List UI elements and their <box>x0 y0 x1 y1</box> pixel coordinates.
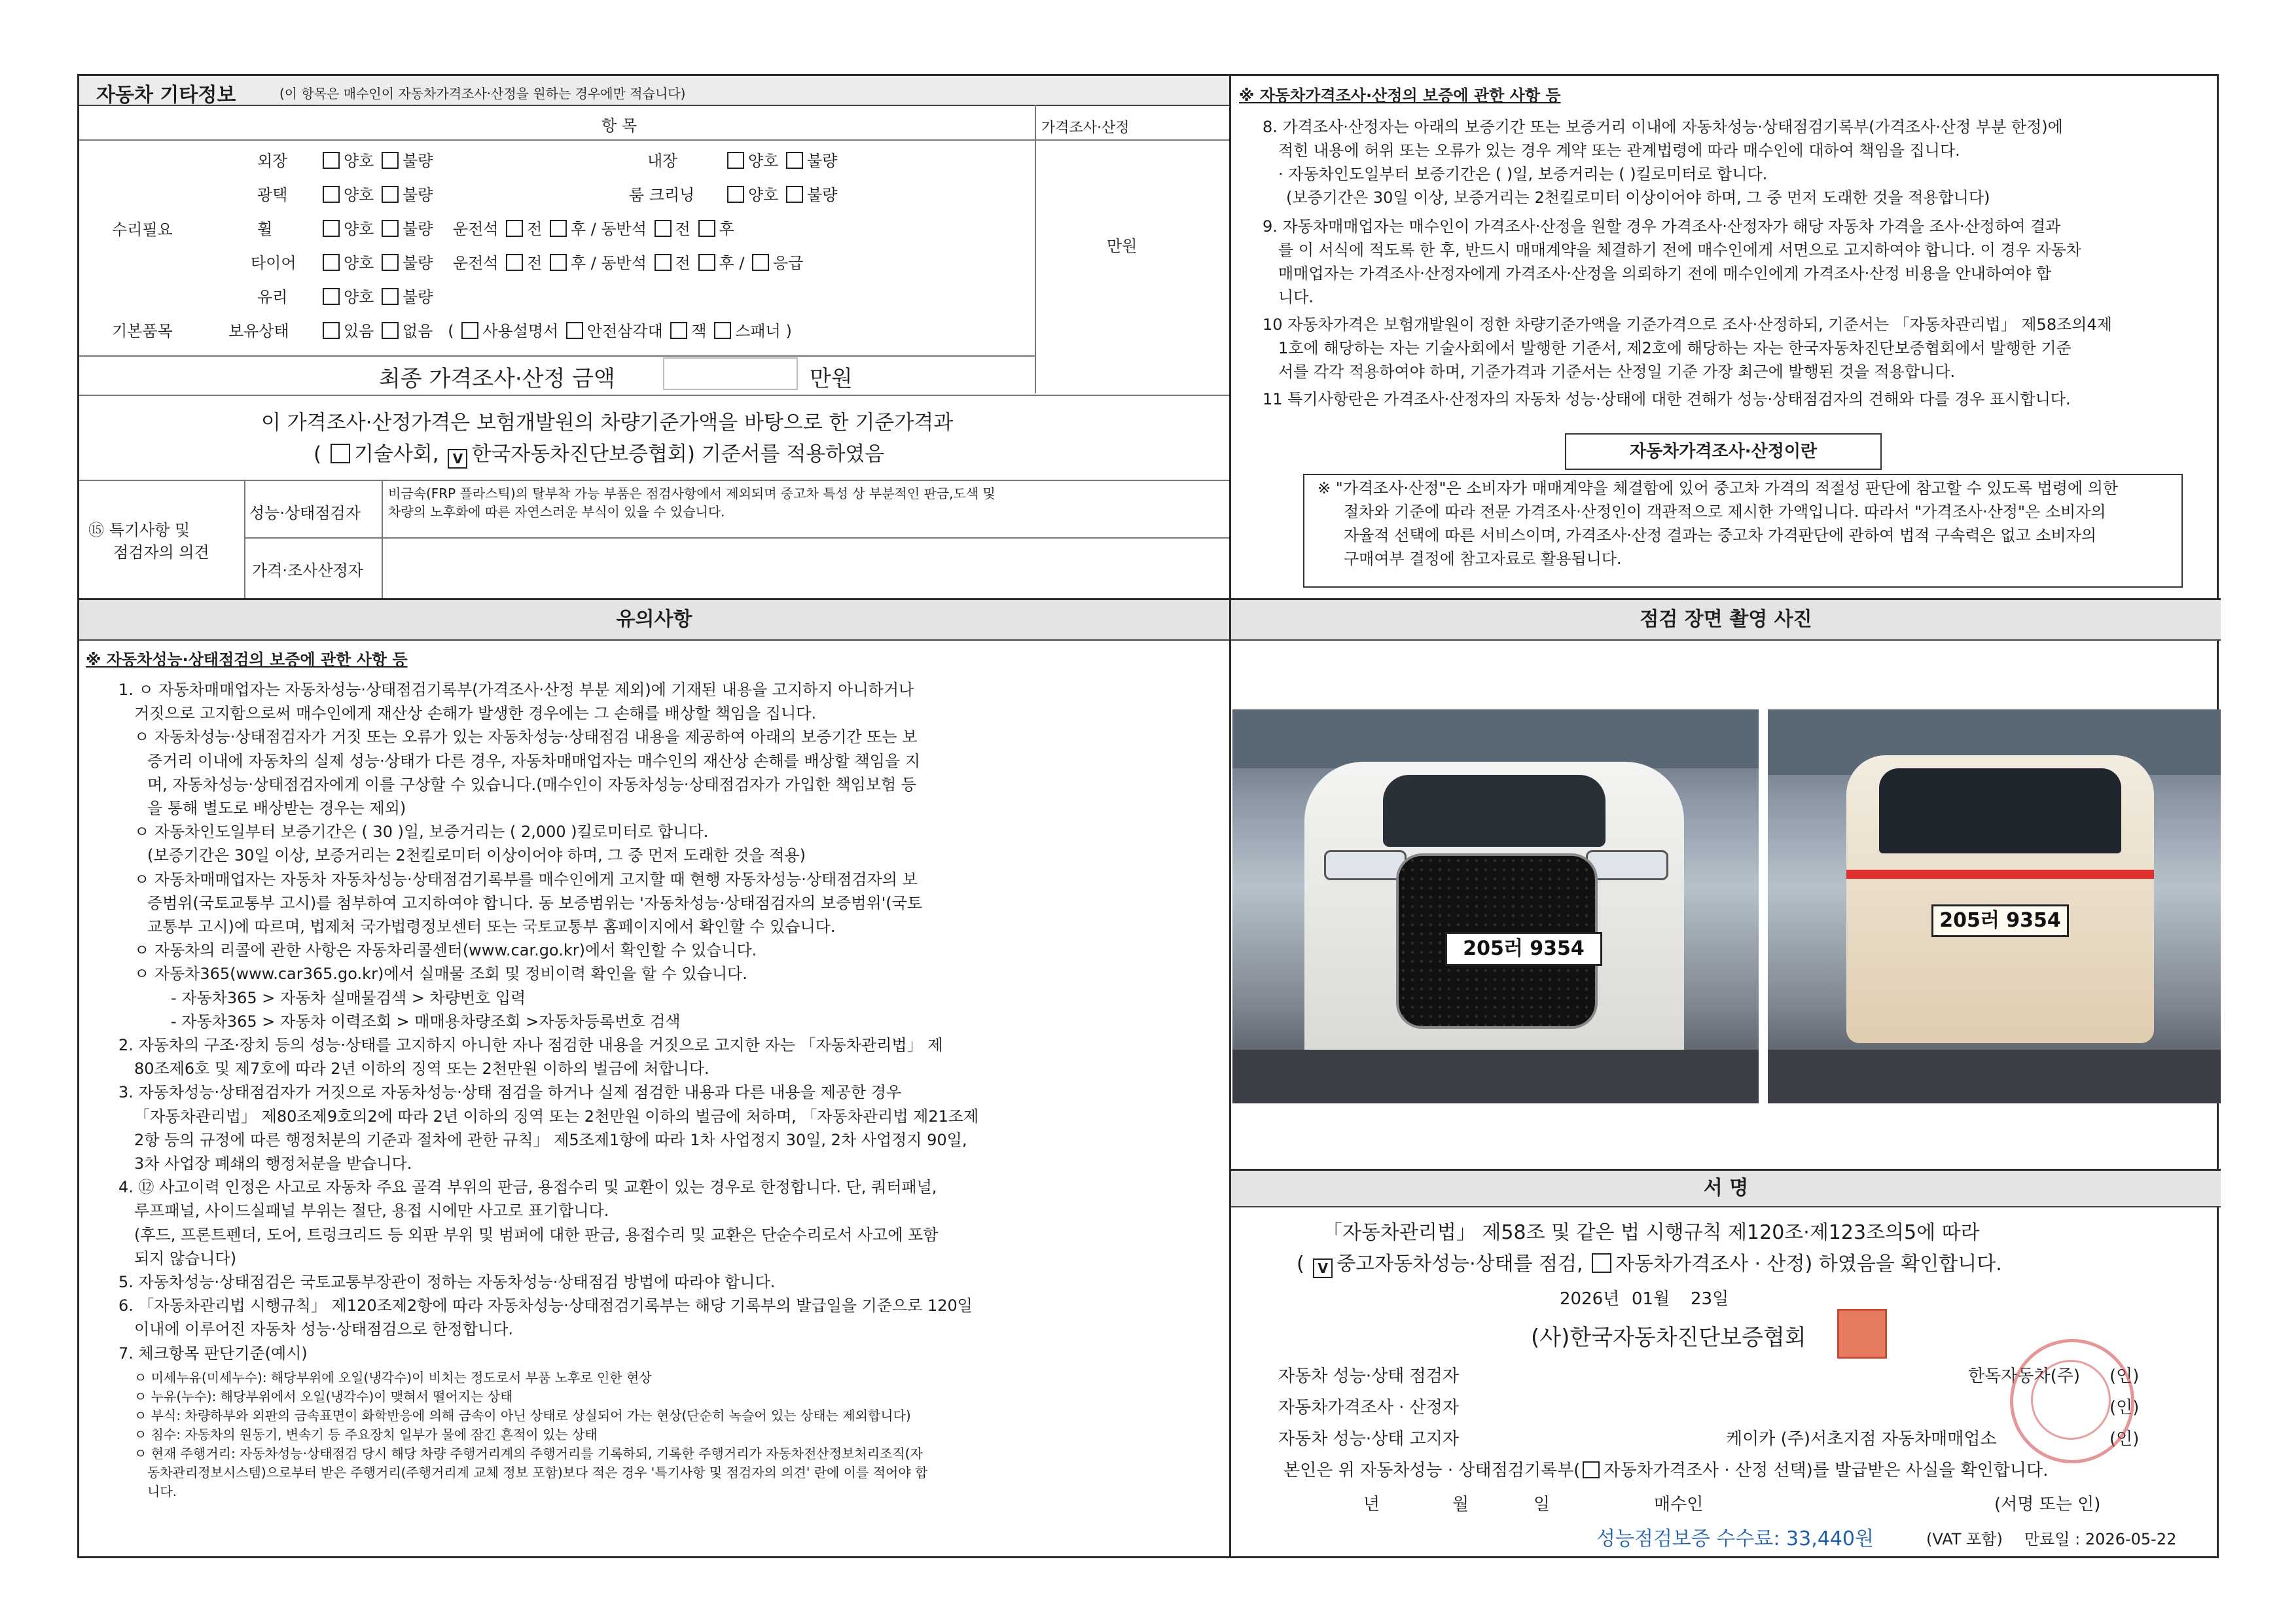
glass-bad-checkbox[interactable] <box>382 288 399 305</box>
exterior-bad-checkbox[interactable] <box>382 152 399 169</box>
special-label-1: ⑮ 특기사항 및 <box>88 521 190 539</box>
expiry-date: 만료일 : 2026-05-22 <box>2024 1530 2177 1548</box>
notice-line: ㅇ 자동차의 리콜에 관한 사항은 자동차리콜센터(www.car.go.kr)에서 확인할 수 있습니다. <box>134 941 757 960</box>
inspector-note-1: 비금속(FRP 플라스틱)의 탈부착 가능 부품은 점검사항에서 제외되며 중고차 특성 상 부분적인 판금,도색 및 <box>388 486 996 501</box>
fee-label: 성능점검보증 수수료: <box>1596 1527 1780 1550</box>
grid-line <box>1035 105 1036 393</box>
photo-header: 점검 장면 촬영 사진 <box>1231 600 2221 641</box>
tire-options: 양호 불량 운전석 전 후 / 동반석 전 후 / 응급 <box>320 250 803 273</box>
notifier-seal-mark: (인) <box>2109 1429 2140 1449</box>
association-checkbox[interactable]: V <box>448 449 467 469</box>
price-appraisal-checkbox[interactable] <box>1592 1253 1611 1273</box>
item11: 11 특기사항란은 가격조사·산정자의 자동차 성능·상태에 대한 견해가 성능·상태점검자의 견해와 다를 경우 표시합니다. <box>1263 390 2071 408</box>
notice-line: - 자동차365 > 자동차 실매물검색 > 차량번호 입력 <box>171 988 526 1007</box>
appraiser-label: 가격·조사산정자 <box>252 562 363 580</box>
notice-line: 되지 않습니다) <box>134 1249 237 1268</box>
tire-good-checkbox[interactable] <box>323 254 340 271</box>
wheel-driver-rear-checkbox[interactable] <box>550 220 567 237</box>
tire-driver-front-checkbox[interactable] <box>506 254 523 271</box>
gloss-good-checkbox[interactable] <box>323 186 340 203</box>
notice-line: 5. 자동차성능·상태점검은 국토교통부장관이 정하는 자동차성능·상태점검 방법에 따라야 합니다. <box>118 1273 776 1291</box>
criteria-line: ㅇ 미세누유(미세누수): 해당부위에 오일(냉각수)이 비치는 정도로서 부품 노후로 인한 현상 <box>134 1369 652 1385</box>
wheel-passenger-rear-checkbox[interactable] <box>698 220 715 237</box>
wheel-good-checkbox[interactable] <box>323 220 340 237</box>
appraiser-seal-mark: (인) <box>2109 1398 2140 1418</box>
notice-line: (보증기간은 30일 이상, 보증거리는 2천킬로미터 이상이어야 하며, 그 중 먼저 도래한 것을 적용) <box>147 846 806 865</box>
criteria-line: 니다. <box>147 1483 177 1499</box>
windshield <box>1383 775 1605 847</box>
repair-group-label: 수리필요 <box>112 221 173 239</box>
glass-label: 유리 <box>257 288 288 306</box>
center-divider <box>1229 76 1231 1556</box>
criteria-line: ㅇ 부식: 차량하부와 외판의 금속표면이 화학반응에 의해 금속이 아닌 상태로 상실되어 가는 현상(단순히 녹슬어 있는 상태는 제외합니다) <box>134 1407 911 1423</box>
criteria-line: 동차관리정보시스템)으로부터 받은 주행거리(주행거리계 교체 정보 포함)보다 적은 경우 '특기사항 및 점검자의 의견' 란에 이를 적어야 합 <box>147 1464 928 1480</box>
item9-line3: 매매업자는 가격조사·산정자에게 가격조사·산정을 의뢰하기 전에 매수인에게 가격조사·산정 비용을 안내하여야 합 <box>1278 264 2052 283</box>
right-title: ※ 자동차가격조사·산정의 보증에 관한 사항 등 <box>1239 86 1561 105</box>
gloss-label: 광택 <box>257 186 288 204</box>
basis-line1: 이 가격조사·산정가격은 보험개발원의 차량기준가액을 바탕으로 한 기준가격과 <box>261 411 954 435</box>
basic-group-label: 기본품목 <box>112 322 173 340</box>
notice-line: 증범위(국토교통부 고시)를 첨부하여 고지하여야 합니다. 동 보증범위는 '자동차성능·상태점검자의 보증범위'(국토 <box>147 893 923 912</box>
grid-line <box>79 355 1035 357</box>
definition-line1: ※ "가격조사·산정"은 소비자가 매매계약을 체결함에 있어 중고차 가격의 적절성 판단에 참고할 수 있도록 법령에 의한 <box>1318 479 2119 497</box>
grid-line <box>79 395 1229 396</box>
tech-society-checkbox[interactable] <box>331 444 350 463</box>
issue-day: 23일 <box>1691 1289 1729 1309</box>
notice-line: 3차 사업장 폐쇄의 행정처분을 받습니다. <box>134 1154 412 1173</box>
interior-good-checkbox[interactable] <box>727 152 744 169</box>
notice-header: 유의사항 <box>79 600 1229 641</box>
item9-line1: 9. 자동차매매업자는 매수인이 가격조사·산정을 원할 경우 가격조사·산정자가 해당 자동차 가격을 조사·산정하여 결과 <box>1263 217 2061 236</box>
criteria-line: ㅇ 현재 주행거리: 자동차성능·상태점검 당시 해당 차량 주행거리계의 주행거리를 기록하되, 기록한 주행거리가 자동차전산정보처리조직(자 <box>134 1445 923 1461</box>
room-cleaning-bad-checkbox[interactable] <box>786 186 803 203</box>
owned-label: 보유상태 <box>228 322 289 340</box>
item8-line3: · 자동차인도일부터 보증기간은 ( )일, 보증거리는 ( )킬로미터로 합니다. <box>1278 165 1768 183</box>
triangle-checkbox[interactable] <box>566 322 583 339</box>
buyer-confirm-line: 본인은 위 자동차성능 · 상태점검기록부( 자동차가격조사 · 산정 선택)를 발급받은 사실을 확인합니다. <box>1283 1461 2049 1480</box>
notice-line: 「자동차관리법」 제80조제9호의2에 따라 2년 이하의 징역 또는 2천만원 이하의 벌금에 처하며, 「자동차관리법 제21조제 <box>134 1107 979 1126</box>
notice-line: 거짓으로 고지함으로써 매수인에게 재산상 손해가 발생한 경우에는 그 손해를 배상할 책임을 집니다. <box>134 704 817 723</box>
room-cleaning-options: 양호 불량 <box>725 182 837 205</box>
buyer-month-label: 월 <box>1452 1495 1469 1514</box>
notice-line: 6. 「자동차관리법 시행규칙」 제120조제2항에 따라 자동차성능·상태점검기록부는 해당 기록부의 발급일을 기준으로 120일 <box>118 1296 973 1315</box>
grid-line <box>244 537 1229 539</box>
grid-line <box>382 480 383 598</box>
notice-line: - 자동차365 > 자동차 이력조회 > 매매용차량조회 >자동차등록번호 검색 <box>171 1012 681 1031</box>
basis-line2: ( 기술사회, V 한국자동차진단보증협회) 기준서를 적용하였음 <box>314 437 884 469</box>
owned-options: 있음 없음 ( 사용설명서 안전삼각대 잭 스패너 ) <box>320 318 792 341</box>
issue-year: 2026년 <box>1560 1289 1620 1309</box>
notice-line: 7. 체크항목 판단기준(예시) <box>118 1344 308 1363</box>
rear-light-bar <box>1846 870 2154 879</box>
fee-value: 33,440원 <box>1786 1527 1874 1550</box>
definition-line2: 절차와 기준에 따라 전문 가격조사·산정인이 객관적으로 제시한 가액입니다. 따라서 "가격조사·산정"은 소비자의 <box>1344 503 2106 521</box>
front-photo <box>1232 709 1759 1103</box>
item10-line3: 서를 각각 적용하여야 하며, 기준가격과 기준서는 산정일 기준 가장 최근에 발행된 것을 적용합니다. <box>1278 363 1956 381</box>
owned-yes-checkbox[interactable] <box>323 322 340 339</box>
wheel-options: 양호 불량 운전석 전 후 / 동반석 전 후 <box>320 216 734 239</box>
price-column-header: 가격조사·산정 <box>1041 120 1130 136</box>
tire-label: 타이어 <box>251 254 296 272</box>
inspector-label: 성능·상태점검자 <box>249 504 361 522</box>
gloss-options: 양호 불량 <box>320 182 433 205</box>
item-column-header: 항 목 <box>601 116 637 135</box>
room-cleaning-good-checkbox[interactable] <box>727 186 744 203</box>
spanner-checkbox[interactable] <box>714 322 731 339</box>
signature-confirm-line: ( V 중고자동차성능·상태를 점검, 자동차가격조사 · 산정) 하였음을 확인합니다. <box>1297 1247 2002 1278</box>
notice-line: 교통부 고시)에 따르며, 법제처 국가법령정보센터 또는 국토교통부 홈페이지에서 확인할 수 있습니다. <box>147 918 836 936</box>
notice-line: 루프패널, 사이드실패널 부위는 절단, 용접 시에만 사고로 표기합니다. <box>134 1202 609 1221</box>
definition-line3: 자율적 선택에 따른 서비스이며, 가격조사·산정 결과는 중고차 가격판단에 관하여 법적 구속력은 없고 소비자의 <box>1344 526 2097 544</box>
notice-line: 3. 자동차성능·상태점검자가 거짓으로 자동차성능·상태 점검을 하거나 실제 점검한 내용과 다른 내용을 제공한 경우 <box>118 1083 902 1102</box>
notice-line: 이내에 이루어진 자동차 성능·상태점검으로 한정합니다. <box>134 1320 514 1339</box>
notice-line: ㅇ 자동차365(www.car365.go.kr)에서 실매물 조회 및 정비이력 확인을 할 수 있습니다. <box>134 965 747 984</box>
buyer-price-checkbox[interactable] <box>1583 1461 1600 1478</box>
wheel-passenger-front-checkbox[interactable] <box>655 220 672 237</box>
manual-checkbox[interactable] <box>461 322 478 339</box>
grid-line <box>79 139 1229 141</box>
criteria-line: ㅇ 누유(누수): 해당부위에서 오일(냉각수)이 맺혀서 떨어지는 상태 <box>134 1388 513 1404</box>
role-appraiser: 자동차가격조사 · 산정자 <box>1278 1398 1459 1418</box>
buyer-day-label: 일 <box>1534 1495 1551 1514</box>
buyer-signature-hint: (서명 또는 인) <box>1994 1495 2101 1514</box>
item10-line2: 1호에 해당하는 자는 기술사회에서 발행한 기준서, 제2호에 해당하는 자는 한국자동차진단보증협회에서 발행한 기준 <box>1278 339 2072 357</box>
final-price-unit: 만원 <box>810 366 853 392</box>
headlight-left <box>1324 850 1407 880</box>
glass-options: 양호 불량 <box>320 284 433 307</box>
inspector-note-2: 차량의 노후화에 따른 자연스러운 부식이 있을 수 있습니다. <box>388 504 725 520</box>
role-notifier: 자동차 성능·상태 고지자 <box>1278 1429 1459 1449</box>
rear-window <box>1879 768 2121 853</box>
interior-label: 내장 <box>647 152 678 170</box>
definition-line4: 구매여부 결정에 참고자료로 활용됩니다. <box>1344 550 1622 568</box>
final-price-input[interactable] <box>663 357 798 390</box>
interior-bad-checkbox[interactable] <box>786 152 803 169</box>
item9-line4: 니다. <box>1278 288 1314 306</box>
tire-passenger-front-checkbox[interactable] <box>655 254 672 271</box>
notice-line: 을 통해 별도로 배상받는 경우는 제외) <box>147 799 406 817</box>
vat-note: (VAT 포함) <box>1926 1530 2003 1548</box>
item8-line1: 8. 가격조사·산정자는 아래의 보증기간 또는 보증거리 이내에 자동차성능·상태점검기록부(가격조사·산정 부분 한정)에 <box>1263 118 2063 136</box>
notice-line: 1. ㅇ 자동차매매업자는 자동차성능·상태점검기록부(가격조사·산정 부분 제외)에 기재된 내용을 고지하지 아니하거나 <box>118 681 914 699</box>
headlight-right <box>1586 850 1668 880</box>
appraisal-definition-title: 자동차가격조사·산정이란 <box>1565 433 1882 470</box>
tire-driver-rear-checkbox[interactable] <box>550 254 567 271</box>
role-inspector: 자동차 성능·상태 점검자 <box>1278 1366 1459 1386</box>
other-info-title: 자동차 기타정보 <box>96 84 236 107</box>
wheel-driver-front-checkbox[interactable] <box>506 220 523 237</box>
tire-passenger-rear-checkbox[interactable] <box>698 254 715 271</box>
notice-line: 며, 자동차성능·상태점검자에게 이를 구상할 수 있습니다.(매수인이 자동차성능·상태점검자가 가입한 책임보험 등 <box>147 775 916 794</box>
notice-line: (후드, 프론트펜더, 도어, 트렁크리드 등 외판 부위 및 범퍼에 대한 판금, 용접수리 및 교환은 단순수리로서 사고에 포함 <box>134 1225 939 1244</box>
buyer-year-label: 년 <box>1363 1495 1380 1514</box>
inspector-signer: 한독자동차(주) <box>1968 1366 2080 1386</box>
owned-no-checkbox[interactable] <box>382 322 399 339</box>
garage-ceiling <box>1232 709 1759 768</box>
tire-emergency-checkbox[interactable] <box>752 254 769 271</box>
special-label-2: 점검자의 의견 <box>113 543 209 562</box>
item9-line2: 를 이 서식에 적도록 한 후, 반드시 매매계약을 체결하기 전에 매수인에게 서면으로 고지하여야 합니다. 이 경우 자동차 <box>1278 241 2081 259</box>
fee-line <box>1596 1522 1874 1551</box>
tire-bad-checkbox[interactable] <box>382 254 399 271</box>
wheel-bad-checkbox[interactable] <box>382 220 399 237</box>
notifier-signer: 케이카 (주)서초지점 자동차매매업소 <box>1726 1429 1997 1449</box>
notice-line: 증거리 이내에 자동차의 실제 성능·상태가 다른 경우, 자동차매매업자는 매수인의 재산상 손해를 배상할 책임을 지 <box>147 751 920 770</box>
rear-license-plate: 205러 9354 <box>1931 904 2069 937</box>
exterior-label: 외장 <box>257 152 288 170</box>
garage-floor <box>1232 1050 1759 1103</box>
association-name: (사)한국자동차진단보증협회 <box>1531 1325 1806 1351</box>
notice-line: 2. 자동차의 구조·장치 등의 성능·상태를 고지하지 아니한 자나 점검한 내용을 거짓으로 고지한 자는 「자동차관리법」 제 <box>118 1036 943 1054</box>
signature-law-line: 「자동차관리법」 제58조 및 같은 법 시행규칙 제120조·제123조의5에 따라 <box>1323 1221 1980 1244</box>
association-seal <box>1837 1309 1887 1359</box>
notice-line: ㅇ 자동차매매업자는 자동차 자동차성능·상태점검기록부를 매수인에게 고지할 때 현행 자동차성능·상태점검자의 보 <box>134 870 918 889</box>
notice-line: 80조제6호 및 제7호에 따라 2년 이하의 징역 또는 2천만원 이하의 벌금에 처합니다. <box>134 1060 709 1079</box>
price-unit-manwon: 만원 <box>1107 237 1138 255</box>
inspector-seal-mark: (인) <box>2109 1366 2140 1386</box>
garage-floor <box>1768 1050 2221 1103</box>
item8-line2: 적힌 내용에 허위 또는 오류가 있는 경우 계약 또는 관계법령에 따라 매수인에 대하여 책임을 집니다. <box>1278 141 1960 160</box>
final-price-label: 최종 가격조사·산정 금액 <box>379 366 615 392</box>
issue-month: 01월 <box>1632 1289 1670 1309</box>
notice-line: ㅇ 자동차인도일부터 보증기간은 ( 30 )일, 보증거리는 ( 2,000 )킬로미터로 합니다. <box>134 823 709 842</box>
exterior-good-checkbox[interactable] <box>323 152 340 169</box>
buyer-label: 매수인 <box>1654 1495 1704 1514</box>
performance-check-checkbox[interactable]: V <box>1313 1258 1333 1278</box>
jack-checkbox[interactable] <box>670 322 687 339</box>
item10-line1: 10 자동차가격은 보험개발원이 정한 차량기준가액을 기준가격으로 조사·산정하되, 기준서는 「자동차관리법」 제58조의4제 <box>1263 315 2112 334</box>
glass-good-checkbox[interactable] <box>323 288 340 305</box>
room-cleaning-label: 룸 크리닝 <box>629 186 695 204</box>
grid-line <box>79 480 1229 481</box>
criteria-line: ㅇ 침수: 자동차의 원동기, 변속기 등 주요장치 일부가 물에 잠긴 흔적이 있는 상태 <box>134 1426 598 1442</box>
wheel-label: 휠 <box>257 220 273 238</box>
front-license-plate: 205러 9354 <box>1445 932 1602 966</box>
inspection-form <box>77 74 2219 1558</box>
interior-options: 양호 불량 <box>725 148 837 171</box>
notice-line: ㅇ 자동차성능·상태점검자가 거짓 또는 오류가 있는 자동차성능·상태점검 내용을 제공하여 아래의 보증기간 또는 보 <box>134 728 918 747</box>
notice-line: 2항 등의 규정에 따른 행정처분의 기준과 절차에 관한 규칙」 제5조제1항에 따라 1차 사업정지 30일, 2차 사업정지 90일, <box>134 1130 967 1149</box>
grid-line <box>244 480 245 598</box>
notice-title: ※ 자동차성능·상태점검의 보증에 관한 사항 등 <box>86 651 408 669</box>
notice-line: 4. ⑫ 사고이력 인정은 사고로 자동차 주요 골격 부위의 판금, 용접수리 및 교환이 있는 경우로 한정합니다. 단, 쿼터패널, <box>118 1178 937 1197</box>
rear-photo <box>1768 709 2221 1103</box>
gloss-bad-checkbox[interactable] <box>382 186 399 203</box>
company-seal-inner-ring <box>2031 1360 2111 1440</box>
item8-line4: (보증기간은 30일 이상, 보증거리는 2천킬로미터 이상이어야 하며, 그 중 먼저 도래한 것을 적용합니다) <box>1286 188 1990 207</box>
signature-header: 서 명 <box>1231 1171 2221 1207</box>
other-info-note: (이 항목은 매수인이 자동차가격조사·산정을 원하는 경우에만 적습니다) <box>279 86 686 101</box>
exterior-options: 양호 불량 <box>320 148 433 171</box>
